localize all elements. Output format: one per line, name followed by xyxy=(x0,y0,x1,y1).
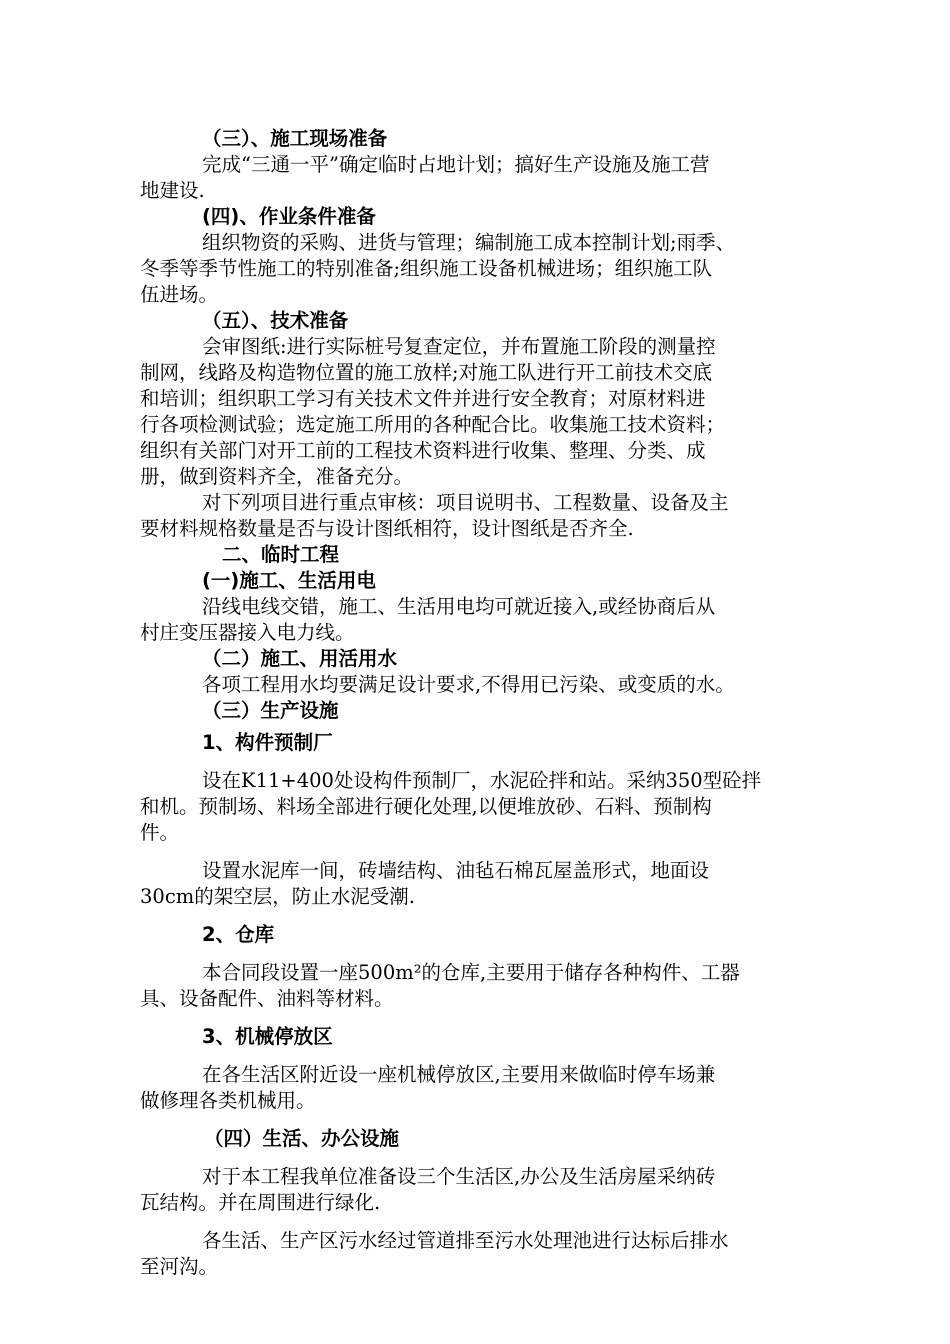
paragraph-line: 制网，线路及构造物位置的施工放样;对施工队进行开工前技术交底 xyxy=(140,361,713,384)
paragraph-line: 在各生活区附近设一座机械停放区,主要用来做临时停车场兼 xyxy=(202,1063,716,1086)
paragraph-line: 组织有关部门对开工前的工程技术资料进行收集、整理、分类、成 xyxy=(140,439,706,462)
heading-machinery-parking: 3、机械停放区 xyxy=(202,1025,333,1048)
paragraph-line: 要材料规格数量是否与设计图纸相符，设计图纸是否齐全. xyxy=(140,517,634,540)
paragraph-line: 村庄变压器接入电力线。 xyxy=(140,621,355,644)
heading-work-conditions: (四)、作业条件准备 xyxy=(202,205,376,228)
heading-warehouse: 2、仓库 xyxy=(202,923,275,946)
paragraph-line: 设置水泥库一间，砖墙结构、油毡石棉瓦屋盖形式，地面设 xyxy=(202,859,710,882)
heading-precast-yard: 1、构件预制厂 xyxy=(202,731,333,754)
paragraph-line: 组织物资的采购、进货与管理；编制施工成本控制计划;雨季、 xyxy=(202,231,736,254)
paragraph-line: 地建设. xyxy=(140,179,205,202)
paragraph-line: 至河沟。 xyxy=(140,1255,219,1278)
paragraph-line: 瓦结构。并在周围进行绿化. xyxy=(140,1191,381,1214)
heading-living-office: （四）生活、办公设施 xyxy=(204,1127,400,1150)
paragraph-line: 沿线电线交错，施工、生活用电均可就近接入,或经协商后从 xyxy=(202,595,716,618)
paragraph-line: 完成“三通一平”确定临时占地计划；搞好生产设施及施工营 xyxy=(202,153,710,176)
paragraph-line: 和培训；组织职工学习有关技术文件并进行安全教育；对原材料进 xyxy=(140,387,706,410)
heading-temporary-works: 二、临时工程 xyxy=(222,543,340,566)
paragraph-line: 伍进场。 xyxy=(140,283,219,306)
heading-power-supply: (一)施工、生活用电 xyxy=(202,569,376,592)
heading-technical-preparation: （五）、技术准备 xyxy=(202,309,349,332)
paragraph-line: 各项工程用水均要满足设计要求,不得用已污染、或变质的水。 xyxy=(202,673,735,696)
paragraph-line: 对于本工程我单位准备设三个生活区,办公及生活房屋采纳砖 xyxy=(202,1165,716,1188)
paragraph-line: 和机。预制场、料场全部进行硬化处理,以便堆放砂、石料、预制构 xyxy=(140,795,712,818)
paragraph-line: 冬季等季节性施工的特别准备;组织施工设备机械进场；组织施工队 xyxy=(140,257,713,280)
paragraph-line: 各生活、生产区污水经过管道排至污水处理池进行达标后排水 xyxy=(202,1229,729,1252)
paragraph-line: 会审图纸:进行实际桩号复查定位，并布置施工阶段的测量控 xyxy=(202,335,716,358)
heading-water-supply: （二）施工、用活用水 xyxy=(202,647,398,670)
paragraph-line: 对下列项目进行重点审核：项目说明书、工程数量、设备及主 xyxy=(202,491,729,514)
heading-site-preparation: （三）、施工现场准备 xyxy=(202,127,388,150)
paragraph-line: 30cm的架空层，防止水泥受潮. xyxy=(140,885,415,908)
paragraph-line: 具、设备配件、油料等材料。 xyxy=(140,987,394,1010)
paragraph-line: 件。 xyxy=(140,821,180,844)
paragraph-line: 行各项检测试验；选定施工所用的各种配合比。收集施工技术资料； xyxy=(140,413,726,436)
heading-production-facilities: （三）生产设施 xyxy=(202,699,339,722)
paragraph-line: 本合同段设置一座500m²的仓库,主要用于储存各种构件、工器 xyxy=(202,961,740,984)
paragraph-line: 做修理各类机械用。 xyxy=(140,1089,316,1112)
paragraph-line: 册，做到资料齐全，准备充分。 xyxy=(140,465,414,488)
paragraph-line: 设在K11+400处设构件预制厂，水泥砼拌和站。采纳350型砼拌 xyxy=(202,769,762,792)
